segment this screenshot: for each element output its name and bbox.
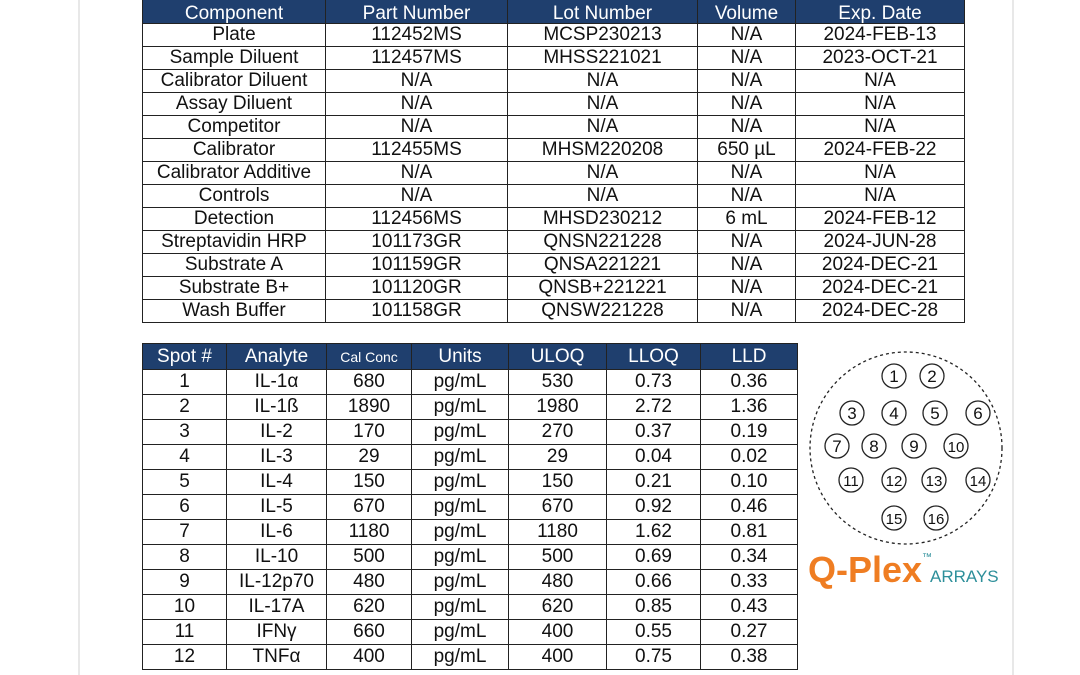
component-row (143, 185, 965, 208)
cell-analyte: IL-10 (227, 545, 327, 570)
spot-number: 11 (843, 473, 859, 490)
analyte-row (143, 445, 798, 470)
cell-analyte: IL-4 (227, 470, 327, 495)
header-component: Component (143, 0, 326, 24)
cell-volume: N/A (698, 116, 796, 139)
cell-uloq: 400 (509, 645, 607, 670)
spot-number: 9 (909, 437, 919, 456)
header-lloq: LLOQ (607, 344, 701, 370)
cell-lld: 0.36 (701, 370, 798, 395)
cell-lloq: 0.69 (607, 545, 701, 570)
cell-lloq: 0.55 (607, 620, 701, 645)
cell-spot: 4 (143, 445, 227, 470)
cell-exp-date: 2024-FEB-12 (796, 208, 965, 231)
cell-units: pg/mL (412, 520, 509, 545)
spot-4 (882, 401, 906, 425)
cell-cal-conc: 680 (327, 370, 412, 395)
spot-5 (923, 401, 947, 425)
cell-units: pg/mL (412, 495, 509, 520)
spot-6 (966, 401, 990, 425)
analyte-row (143, 520, 798, 545)
cell-volume: N/A (698, 47, 796, 70)
cell-uloq: 670 (509, 495, 607, 520)
spot-number: 8 (869, 437, 879, 456)
cell-component: Calibrator Additive (143, 162, 326, 185)
cell-lot-number: N/A (508, 93, 698, 116)
cell-exp-date: 2024-DEC-21 (796, 277, 965, 300)
cell-exp-date: N/A (796, 93, 965, 116)
cell-spot: 9 (143, 570, 227, 595)
cell-units: pg/mL (412, 370, 509, 395)
cell-analyte: IL-3 (227, 445, 327, 470)
cell-lloq: 0.73 (607, 370, 701, 395)
cell-volume: 6 mL (698, 208, 796, 231)
cell-uloq: 400 (509, 620, 607, 645)
cell-component: Assay Diluent (143, 93, 326, 116)
spot-number: 15 (885, 511, 903, 528)
analyte-row (143, 570, 798, 595)
cell-lld: 0.34 (701, 545, 798, 570)
cell-lot-number: QNSA221221 (508, 254, 698, 277)
logo-trademark: ™ (922, 552, 932, 563)
cell-exp-date: 2024-DEC-21 (796, 254, 965, 277)
cell-lot-number: MHSM220208 (508, 139, 698, 162)
cell-cal-conc: 500 (327, 545, 412, 570)
cell-units: pg/mL (412, 645, 509, 670)
spot-13 (922, 468, 946, 492)
cell-cal-conc: 480 (327, 570, 412, 595)
cell-lloq: 0.66 (607, 570, 701, 595)
spot-14 (966, 468, 990, 492)
spot-15 (882, 506, 906, 530)
cell-units: pg/mL (412, 470, 509, 495)
spot-number: 16 (927, 511, 945, 528)
cell-volume: 650 µL (698, 139, 796, 162)
cell-lld: 0.10 (701, 470, 798, 495)
cell-volume: N/A (698, 93, 796, 116)
cell-lot-number: N/A (508, 185, 698, 208)
cell-lld: 0.33 (701, 570, 798, 595)
cell-volume: N/A (698, 185, 796, 208)
cell-lloq: 0.21 (607, 470, 701, 495)
cell-cal-conc: 670 (327, 495, 412, 520)
cell-volume: N/A (698, 162, 796, 185)
cell-volume: N/A (698, 300, 796, 323)
cell-component: Controls (143, 185, 326, 208)
cell-uloq: 1980 (509, 395, 607, 420)
cell-lot-number: MCSP230213 (508, 24, 698, 47)
spot-number: 13 (925, 473, 943, 490)
spot-3 (840, 401, 864, 425)
component-row (143, 93, 965, 116)
cell-lld: 0.19 (701, 420, 798, 445)
cell-volume: N/A (698, 24, 796, 47)
cell-lld: 0.38 (701, 645, 798, 670)
cell-spot: 7 (143, 520, 227, 545)
cell-uloq: 500 (509, 545, 607, 570)
cell-lot-number: N/A (508, 116, 698, 139)
header-lot-number: Lot Number (508, 0, 698, 24)
cell-part-number: 112452MS (326, 24, 508, 47)
cell-part-number: 112457MS (326, 47, 508, 70)
components-table (142, 0, 965, 323)
cell-exp-date: N/A (796, 185, 965, 208)
cell-uloq: 530 (509, 370, 607, 395)
cell-lld: 1.36 (701, 395, 798, 420)
cell-part-number: 101173GR (326, 231, 508, 254)
cell-units: pg/mL (412, 395, 509, 420)
cell-cal-conc: 150 (327, 470, 412, 495)
cell-cal-conc: 400 (327, 645, 412, 670)
cell-component: Calibrator Diluent (143, 70, 326, 93)
analyte-row (143, 370, 798, 395)
cell-component: Detection (143, 208, 326, 231)
spot-number: 1 (889, 367, 899, 386)
cell-spot: 3 (143, 420, 227, 445)
cell-component: Streptavidin HRP (143, 231, 326, 254)
cell-cal-conc: 170 (327, 420, 412, 445)
cell-component: Calibrator (143, 139, 326, 162)
analyte-row (143, 395, 798, 420)
cell-lloq: 0.85 (607, 595, 701, 620)
cell-analyte: IL-12p70 (227, 570, 327, 595)
cell-part-number: N/A (326, 162, 508, 185)
component-row (143, 47, 965, 70)
cell-exp-date: 2023-OCT-21 (796, 47, 965, 70)
cell-lld: 0.27 (701, 620, 798, 645)
spot-number: 2 (927, 367, 937, 386)
cell-part-number: 101158GR (326, 300, 508, 323)
cell-cal-conc: 620 (327, 595, 412, 620)
spot-1 (882, 364, 906, 388)
analyte-row (143, 420, 798, 445)
component-row (143, 139, 965, 162)
cell-analyte: IL-2 (227, 420, 327, 445)
qplex-arrays-logo (808, 548, 1038, 594)
header-exp-date: Exp. Date (796, 0, 965, 24)
cell-units: pg/mL (412, 545, 509, 570)
cell-part-number: 112456MS (326, 208, 508, 231)
spot-number: 7 (832, 437, 842, 456)
cell-part-number: 101120GR (326, 277, 508, 300)
logo-brand: Q-Plex (808, 549, 923, 590)
spot-number: 10 (947, 439, 965, 456)
cell-cal-conc: 1890 (327, 395, 412, 420)
cell-volume: N/A (698, 254, 796, 277)
cell-part-number: 112455MS (326, 139, 508, 162)
header-units: Units (412, 344, 509, 370)
components-header-row (143, 0, 965, 24)
cell-uloq: 270 (509, 420, 607, 445)
analyte-row (143, 595, 798, 620)
cell-cal-conc: 1180 (327, 520, 412, 545)
spot-number: 3 (847, 404, 857, 423)
cell-exp-date: N/A (796, 162, 965, 185)
cell-lot-number: MHSD230212 (508, 208, 698, 231)
spot-7 (825, 434, 849, 458)
cell-spot: 1 (143, 370, 227, 395)
logo-suffix: ARRAYS (930, 567, 999, 586)
cell-uloq: 620 (509, 595, 607, 620)
component-row (143, 24, 965, 47)
header-volume: Volume (698, 0, 796, 24)
spot-11 (839, 468, 863, 492)
analyte-row (143, 545, 798, 570)
cell-spot: 5 (143, 470, 227, 495)
cell-lloq: 0.37 (607, 420, 701, 445)
cell-cal-conc: 660 (327, 620, 412, 645)
cell-lot-number: N/A (508, 162, 698, 185)
analyte-row (143, 470, 798, 495)
component-row (143, 300, 965, 323)
cell-units: pg/mL (412, 420, 509, 445)
cell-part-number: N/A (326, 70, 508, 93)
cell-analyte: IL-6 (227, 520, 327, 545)
cell-lld: 0.02 (701, 445, 798, 470)
cell-lloq: 2.72 (607, 395, 701, 420)
cell-uloq: 150 (509, 470, 607, 495)
cell-units: pg/mL (412, 620, 509, 645)
cell-units: pg/mL (412, 595, 509, 620)
cell-exp-date: 2024-DEC-28 (796, 300, 965, 323)
component-row (143, 254, 965, 277)
spot-10 (944, 434, 968, 458)
cell-spot: 2 (143, 395, 227, 420)
spot-number: 6 (973, 404, 983, 423)
cell-spot: 10 (143, 595, 227, 620)
analytes-table (142, 343, 798, 670)
cell-spot: 11 (143, 620, 227, 645)
cell-units: pg/mL (412, 445, 509, 470)
spot-16 (924, 506, 948, 530)
cell-exp-date: 2024-FEB-13 (796, 24, 965, 47)
spot-12 (882, 468, 906, 492)
spot-number: 12 (885, 473, 903, 490)
cell-lloq: 0.04 (607, 445, 701, 470)
cell-lloq: 1.62 (607, 520, 701, 545)
cell-component: Substrate B+ (143, 277, 326, 300)
cell-exp-date: 2024-JUN-28 (796, 231, 965, 254)
header-analyte: Analyte (227, 344, 327, 370)
analyte-row (143, 495, 798, 520)
cell-lld: 0.46 (701, 495, 798, 520)
spot-8 (862, 434, 886, 458)
component-row (143, 277, 965, 300)
cell-part-number: 101159GR (326, 254, 508, 277)
cell-spot: 6 (143, 495, 227, 520)
cell-exp-date: N/A (796, 116, 965, 139)
analytes-header-row (143, 344, 798, 370)
cell-lld: 0.43 (701, 595, 798, 620)
cell-analyte: IL-1α (227, 370, 327, 395)
header-lld: LLD (701, 344, 798, 370)
cell-component: Competitor (143, 116, 326, 139)
spot-9 (902, 434, 926, 458)
header-spot: Spot # (143, 344, 227, 370)
cell-part-number: N/A (326, 93, 508, 116)
cell-uloq: 480 (509, 570, 607, 595)
cell-part-number: N/A (326, 116, 508, 139)
component-row (143, 208, 965, 231)
cell-analyte: TNFα (227, 645, 327, 670)
spot-number: 5 (930, 404, 940, 423)
cell-component: Wash Buffer (143, 300, 326, 323)
cell-lot-number: QNSN221228 (508, 231, 698, 254)
cell-volume: N/A (698, 70, 796, 93)
header-uloq: ULOQ (509, 344, 607, 370)
cell-lloq: 0.92 (607, 495, 701, 520)
cell-lld: 0.81 (701, 520, 798, 545)
cell-analyte: IL-17A (227, 595, 327, 620)
cell-lot-number: QNSW221228 (508, 300, 698, 323)
spot-2 (920, 364, 944, 388)
cell-exp-date: N/A (796, 70, 965, 93)
cell-lloq: 0.75 (607, 645, 701, 670)
analyte-row (143, 645, 798, 670)
component-row (143, 70, 965, 93)
cell-component: Plate (143, 24, 326, 47)
cell-lot-number: MHSS221021 (508, 47, 698, 70)
cell-analyte: IFNγ (227, 620, 327, 645)
cell-analyte: IL-1ß (227, 395, 327, 420)
spot-number: 4 (889, 404, 899, 423)
cell-volume: N/A (698, 277, 796, 300)
cell-lot-number: N/A (508, 70, 698, 93)
spot-number: 14 (969, 473, 987, 490)
cell-lot-number: QNSB+221221 (508, 277, 698, 300)
component-row (143, 162, 965, 185)
cell-spot: 12 (143, 645, 227, 670)
cell-spot: 8 (143, 545, 227, 570)
cell-uloq: 29 (509, 445, 607, 470)
component-row (143, 116, 965, 139)
component-row (143, 231, 965, 254)
cell-part-number: N/A (326, 185, 508, 208)
header-part-number: Part Number (326, 0, 508, 24)
analyte-row (143, 620, 798, 645)
cell-component: Sample Diluent (143, 47, 326, 70)
cell-component: Substrate A (143, 254, 326, 277)
header-cal-conc: Cal Conc (327, 344, 412, 370)
spot-layout-diagram (808, 350, 1004, 546)
cell-cal-conc: 29 (327, 445, 412, 470)
cell-uloq: 1180 (509, 520, 607, 545)
cell-exp-date: 2024-FEB-22 (796, 139, 965, 162)
cell-analyte: IL-5 (227, 495, 327, 520)
cell-volume: N/A (698, 231, 796, 254)
cell-units: pg/mL (412, 570, 509, 595)
